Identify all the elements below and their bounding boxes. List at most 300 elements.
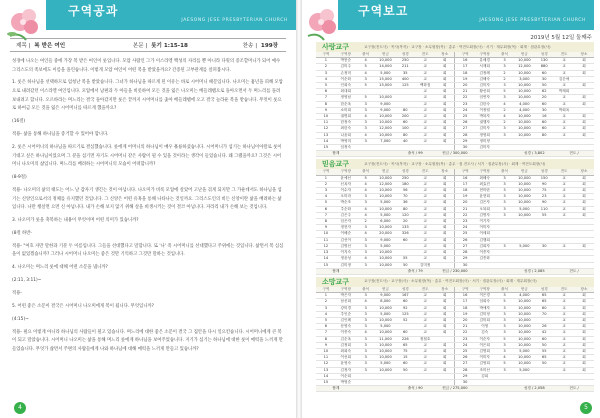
table-cell: 3 [316, 70, 336, 76]
table-cell: 3 [356, 293, 376, 299]
table-cell: 4 [316, 194, 336, 200]
table-cell: 4 [356, 330, 376, 336]
table-cell: 5 [495, 299, 515, 305]
table-cell: 교 [415, 311, 435, 317]
region-report [316, 277, 594, 392]
table-cell: 회 [435, 324, 455, 330]
table-cell: 18 [455, 305, 475, 311]
table-cell: 이미자 [475, 225, 495, 231]
table-cell: 10,000 [514, 317, 534, 323]
table-cell: 62 [534, 89, 554, 95]
right-header [338, 0, 594, 30]
table-cell: 10,000 [514, 188, 534, 194]
table-cell: 이혜순 [336, 231, 356, 237]
total-row [316, 151, 594, 157]
left-header [46, 0, 296, 30]
table-cell: 4 [356, 70, 376, 76]
table-cell: 65 [395, 342, 415, 348]
column-header: 구역 [455, 52, 475, 58]
right-header-title: 구역보고 [358, 4, 409, 18]
total-cell: 출석 / 90 [395, 386, 435, 392]
table-cell: 10,000 [514, 126, 534, 132]
table-cell: 10,000 [376, 330, 396, 336]
column-header: 헌금 [514, 287, 534, 293]
table-cell: 교 [554, 120, 574, 126]
table-cell: 28 [455, 132, 475, 138]
table-cell: 회 [435, 58, 455, 64]
table-cell: 23 [455, 336, 475, 342]
table-cell: 12 [316, 361, 336, 367]
table-cell: 60 [395, 361, 415, 367]
lesson-paragraph: (4:15)~ [12, 316, 29, 322]
table-cell: 교 [415, 348, 435, 354]
table-cell: 23 [534, 194, 554, 200]
table-cell: 10,000 [514, 132, 534, 138]
sermon-hymn [219, 41, 286, 49]
table-cell: 211 [395, 64, 415, 70]
table-cell: 26 [455, 355, 475, 361]
table-cell: 교 [415, 76, 435, 82]
table-cell: 정영희 [475, 132, 495, 138]
table-cell: 4 [356, 256, 376, 262]
table-cell: 27 [455, 126, 475, 132]
table-cell: 이선희 [336, 355, 356, 361]
table-cell: 30 [455, 262, 475, 268]
table-cell: 권명희 [336, 114, 356, 120]
table-cell: 5 [495, 89, 515, 95]
table-cell: 10,000 [376, 95, 396, 101]
table-cell: 오복희 [475, 206, 495, 212]
table-cell: 10,000 [376, 194, 396, 200]
table-cell: 회 [435, 194, 455, 200]
table-cell: 3 [495, 317, 515, 323]
table-cell: 4,000 [514, 293, 534, 299]
table-cell: 10,000 [514, 361, 534, 367]
table-cell: 10,000 [376, 225, 396, 231]
table-cell: 회 [435, 95, 455, 101]
table-cell: 교 [554, 212, 574, 218]
table-cell: 추순화 [336, 206, 356, 212]
region-table [316, 169, 594, 274]
report-date: 2019년 5월 12일 둘째주 [530, 35, 592, 41]
table-cell: 30 [455, 145, 475, 151]
total-row [316, 386, 594, 392]
table-cell: 이기자 [475, 219, 495, 225]
table-cell: 3 [495, 305, 515, 311]
table-cell: 신옥자 [336, 181, 356, 187]
table-cell: 최혜숙 [475, 175, 495, 181]
table-cell: 11,000 [376, 336, 396, 342]
table-cell: 5 [495, 361, 515, 367]
table-cell: 9,000 [376, 293, 396, 299]
table-cell: 강미경 [336, 305, 356, 311]
table-cell: 12 [316, 126, 336, 132]
table-cell: 10,000 [376, 305, 396, 311]
table-cell: 이은희 [475, 342, 495, 348]
total-cell: 헌금 / 230,000 [435, 268, 475, 274]
table-cell: 교 [415, 107, 435, 113]
table-cell: 교 [554, 188, 574, 194]
column-header: 장소 [435, 287, 455, 293]
table-cell: 5 [356, 83, 376, 89]
column-header: 출석 [495, 169, 515, 175]
total-cell: 성경 / 2,058 [514, 386, 554, 392]
page-number-right: 5 [580, 402, 592, 414]
table-cell: 5 [316, 317, 336, 323]
table-cell: 3 [356, 361, 376, 367]
table-cell: 80 [395, 107, 415, 113]
table-cell: 10,000 [514, 181, 534, 187]
table-cell: 회 [435, 237, 455, 243]
table-cell: 5,000 [514, 348, 534, 354]
table-cell: 60 [395, 120, 415, 126]
table-cell: 3 [356, 138, 376, 144]
table-cell: 교 [415, 58, 435, 64]
table-cell: 17 [455, 64, 475, 70]
column-header: 성경 [534, 287, 554, 293]
table-cell: 교 [554, 367, 574, 373]
table-cell: 3 [356, 126, 376, 132]
table-cell: 회 [435, 342, 455, 348]
region-table [316, 287, 594, 392]
total-cell: 전도 / [554, 268, 594, 274]
table-cell: 3 [495, 342, 515, 348]
table-cell: 5,000 [376, 361, 396, 367]
table-cell: 회 [435, 330, 455, 336]
table-cell: 10,000 [514, 200, 534, 206]
table-cell: 4 [356, 114, 376, 120]
table-cell: 3 [356, 342, 376, 348]
table-cell: 회 [435, 200, 455, 206]
table-cell: 2 [495, 107, 515, 113]
column-header: 전도 [415, 52, 435, 58]
table-cell: 10,000 [514, 175, 534, 181]
table-cell: 교 [415, 256, 435, 262]
table-cell: 황선희 [475, 89, 495, 95]
table-cell: 21 [455, 206, 475, 212]
table-cell: 29 [455, 138, 475, 144]
table-cell: 10,000 [514, 330, 534, 336]
column-header: 헌금 [376, 287, 396, 293]
column-header: 헌금 [376, 169, 396, 175]
table-cell: 교 [415, 212, 435, 218]
table-cell: 35 [395, 70, 415, 76]
table-cell: 박영순 [336, 379, 356, 385]
table-cell: 10,000 [514, 194, 534, 200]
table-cell: 24 [455, 107, 475, 113]
table-cell: 90 [534, 200, 554, 206]
table-cell: 조미선 [475, 367, 495, 373]
table-cell: 180 [395, 181, 415, 187]
table-cell: 3 [495, 348, 515, 354]
column-header: 성경 [534, 52, 554, 58]
table-cell: 21 [455, 89, 475, 95]
table-cell: 7 [316, 330, 336, 336]
table-cell: 교 [554, 126, 574, 132]
lesson-paragraph: 3. 나오미가 룻을 축복하는 내용이 무엇이며 어떤 의미가 있습니까? [12, 217, 139, 223]
table-cell: 권행자 [475, 120, 495, 126]
table-cell: 27 [455, 361, 475, 367]
lesson-paragraph: 적용- 필요 이렇게 아니라 하나님의 사람들이 될고 있습니다. 며느리에 대한 좋은 소문이 결국 그 집안을 다시 일으킨습니다. 시어머니에게 큰 복이 되고 말았습니다. 시어머니 나오미는 삶을 통해 며느리 룻에게 하나님을 보여주었습니다. 지기가 섬기는 하나님에 대한 룻이 매력을 느끼게 만들었습니다. 무엇가 삶면서 주변의 사람들에게 나와 하나님에 대해 매력을 느끼게 만들고 있습니까? [12, 329, 283, 352]
table-cell: 4 [316, 76, 336, 82]
table-cell: 3 [495, 126, 515, 132]
table-cell: 2 [356, 219, 376, 225]
table-cell: 9 [316, 107, 336, 113]
table-cell: 125 [395, 311, 415, 317]
table-cell: 회 [574, 64, 594, 70]
table-cell: 회 [435, 114, 455, 120]
table-cell: 20 [455, 83, 475, 89]
lesson-body [12, 58, 284, 354]
table-cell: 20 [395, 219, 415, 225]
table-cell: 4 [356, 181, 376, 187]
table-cell: 추인순 [336, 311, 356, 317]
table-cell: 250 [395, 58, 415, 64]
table-cell: 회 [435, 126, 455, 132]
table-cell: 10,000 [514, 355, 534, 361]
table-cell: 10,000 [514, 299, 534, 305]
table-cell: 교 [415, 206, 435, 212]
table-cell: 김순옥 [336, 336, 356, 342]
column-header: 구역 [316, 52, 336, 58]
table-cell: 326 [395, 231, 415, 237]
table-cell: 3 [356, 367, 376, 373]
table-cell: 5,000 [376, 311, 396, 317]
table-cell: 4 [356, 206, 376, 212]
table-cell: 3 [495, 175, 515, 181]
table-cell: 회 [435, 225, 455, 231]
table-cell: 교 [554, 342, 574, 348]
table-cell: 10,000 [514, 114, 534, 120]
sermon-title-value: 복 받은 여인 [34, 43, 66, 49]
table-cell: 150 [534, 175, 554, 181]
table-cell: 50 [395, 367, 415, 373]
table-cell: 10,000 [376, 256, 396, 262]
region-officers: 교구장(전도사) · 목사(목자) · 교구장 · 소무원장(목) · 총무 · 집 전도사 / 서기 · 집관무장(사) · 회계 · 여전도회장(사) [364, 161, 546, 166]
table-cell: 현미란 [475, 188, 495, 194]
table-cell: 120 [395, 212, 415, 218]
column-header: 구역장 [336, 287, 356, 293]
table-cell: 교 [554, 311, 574, 317]
table-cell: 회 [574, 95, 594, 101]
table-cell: 28 [455, 367, 475, 373]
table-cell: 회 [435, 120, 455, 126]
table-cell: 17 [455, 181, 475, 187]
table-cell: 교 [415, 95, 435, 101]
table-cell: 3 [316, 305, 336, 311]
table-cell: 10,000 [376, 342, 396, 348]
right-header-subtitle: JAESONG JESE PRESBYTERIAN CHURCH [479, 18, 586, 23]
lesson-paragraph: 2. 룻은 시어머니의 하나님을 따르기로 결심했습니다. 룻에게 어머니의 하나님이 매우 훌륭하셨습니다. 시어머니가 섬기는 하나님이야말로 룻이 기대고 싶은 하나님이었으며 그 분을 섬기면 자기도 시어머니 같은 사람이 될 수 있을 것이라는 생각이 들었습니다. 왜 그랬을까요? 그것은 시어머니 나오미의 삶입니다. 며느리를 배려하는 시어머니의 모습이 어떠합니까? [12, 144, 282, 168]
table-cell: 125 [395, 83, 415, 89]
table-cell: 3 [356, 262, 376, 268]
total-cell: 출석 / 79 [395, 268, 435, 274]
table-cell: 김은자 [475, 200, 495, 206]
table-cell: 회 [574, 336, 594, 342]
table-cell: 30 [534, 107, 554, 113]
sermon-hymn-value: 199장 [260, 43, 279, 49]
table-cell: 10,000 [376, 348, 396, 354]
table-cell: 회 [435, 188, 455, 194]
table-cell: 65 [534, 299, 554, 305]
table-cell: 이영 [475, 324, 495, 330]
table-cell: 24 [455, 225, 475, 231]
table-cell: 30 [455, 379, 475, 385]
table-cell: 3 [495, 200, 515, 206]
table-cell: 3 [356, 355, 376, 361]
table-cell: 회 [435, 101, 455, 107]
table-cell: 5,000 [376, 324, 396, 330]
table-cell: 회 [435, 132, 455, 138]
region-officers: 교구장(전도사) · 교구장(사) · 소무원장(목) · 총무 · 여전도회장(사) · 서기 · 집관무장(사) · 회계 · 재무회장(사) [364, 279, 537, 284]
table-cell: 12,000 [514, 64, 534, 70]
table-cell: 김희자 [475, 243, 495, 249]
table-cell: 박영미 [336, 138, 356, 144]
table-cell: 회 [435, 212, 455, 218]
table-cell: 교 [415, 175, 435, 181]
table-cell: 19 [455, 76, 475, 82]
table-cell: 회 [435, 219, 455, 225]
table-cell: 김숙 [475, 330, 495, 336]
table-cell: 교 [415, 299, 435, 305]
table-cell: 75 [395, 348, 415, 354]
table-cell: 13 [316, 132, 336, 138]
table-cell: 10,000 [514, 120, 534, 126]
table-cell: 회 [435, 231, 455, 237]
table-cell: 박봉순 [336, 58, 356, 64]
table-cell: 회 [574, 330, 594, 336]
region-header [316, 159, 594, 169]
table-cell: 교 [415, 200, 435, 206]
table-cell: 오미라 [336, 194, 356, 200]
table-cell: 3 [356, 250, 376, 256]
table-cell: 박복자 [475, 114, 495, 120]
table-cell: 교 [415, 317, 435, 323]
table-cell: 3 [356, 76, 376, 82]
table-cell: 16 [455, 293, 475, 299]
lesson-paragraph: 성경에 나오는 여인들 중에 가장 복 받은 여인이 룻입니다. 모압 사람인 그가 이스라엘 백성의 자리를 뿐 아니라 다윗의 증조할머니가 되어 예수 그리스도의 족보에도 이름을 올린습니다. 이렇게 모압 여인이 어떤 복을 받았을까요? 간증된 고부관계를 살펴봅시다. [12, 59, 281, 73]
table-cell: 4 [495, 355, 515, 361]
table-cell: 김선이 [336, 237, 356, 243]
column-header: 전도 [415, 169, 435, 175]
table-cell: 회 [435, 89, 455, 95]
column-header: 구역장 [475, 52, 495, 58]
sermon-scripture-value: 룻기 1:15-18 [151, 43, 188, 49]
table-cell: 10,000 [376, 206, 396, 212]
table-cell: 교 [554, 336, 574, 342]
table-cell: 회 [435, 64, 455, 70]
table-cell: 교 [415, 114, 435, 120]
table-cell: 24 [455, 342, 475, 348]
table-cell: 10 [316, 231, 336, 237]
column-header: 성경 [395, 287, 415, 293]
total-cell: 합계 [316, 386, 356, 392]
table-cell: 교 [415, 120, 435, 126]
total-cell: 헌금 / 275,000 [435, 386, 475, 392]
column-header: 출석 [495, 287, 515, 293]
table-cell: 3 [495, 212, 515, 218]
table-cell: 6 [316, 324, 336, 330]
table-cell: 9 [316, 225, 336, 231]
table-cell: 26 [455, 237, 475, 243]
table-cell: 회 [574, 58, 594, 64]
lesson-paragraph: (8-9절) [12, 175, 27, 181]
table-cell: 3,000 [514, 76, 534, 82]
table-cell: 회 [574, 114, 594, 120]
table-cell: 회 [574, 361, 594, 367]
table-cell: 130 [534, 58, 554, 64]
table-cell: 29 [455, 256, 475, 262]
table-cell: 김명희 [475, 348, 495, 354]
total-cell: 헌금 / 300,000 [435, 151, 475, 157]
table-cell: 3 [356, 225, 376, 231]
table-cell: 10,000 [514, 342, 534, 348]
table-cell: 백화점 [415, 83, 435, 89]
table-cell: 16 [455, 175, 475, 181]
table-cell: 3 [356, 120, 376, 126]
table-cell: 교 [554, 348, 574, 354]
lesson-paragraph: 적용- 삶을 통해 하나님을 증거할 수 있어야 합니다. [12, 132, 109, 138]
table-cell: 교 [415, 305, 435, 311]
table-cell: 75 [534, 188, 554, 194]
table-cell: 52 [395, 317, 415, 323]
table-cell: 최효진 [475, 181, 495, 187]
table-cell: 18 [455, 188, 475, 194]
table-cell: 55 [534, 212, 554, 218]
total-cell: 합계 [316, 151, 356, 157]
table-cell: 3 [356, 107, 376, 113]
table-cell: 11 [316, 237, 336, 243]
table-cell: 교 [554, 194, 574, 200]
table-cell: 15 [395, 355, 415, 361]
table-cell: 소미희 [336, 107, 356, 113]
table-cell: 교 [415, 324, 435, 330]
table-cell: 5 [316, 83, 336, 89]
table-cell: 회 [574, 126, 594, 132]
table-cell: 90 [534, 181, 554, 187]
table-cell: 15,000 [376, 83, 396, 89]
table-cell: 19 [455, 311, 475, 317]
table-cell: 이은경 [475, 293, 495, 299]
table-cell: 10,000 [514, 212, 534, 218]
table-cell: 9 [316, 342, 336, 348]
table-cell: 10,000 [514, 95, 534, 101]
lesson-paragraph: 5. 어떤 좋은 소문이 결국은 시어머니 나오미에게 복이 됩니다. 무엇입니까? [12, 303, 154, 309]
table-cell: 3 [495, 206, 515, 212]
table-cell: 25 [455, 114, 475, 120]
table-cell: 교 [415, 70, 435, 76]
lesson-paragraph: 적용- "여호 자만 말한과 기분 두 이름입니다. 그들을 선대했다고 말합니다. 또 '나' 즉 시어머니를 선대했다고 주위에는 것입니다. 삶면서 복 심심을이 없었겠습니까? 그러나 시어머니 나오미는 좋은 것만 기억하고 그것만 말하는 것입니다. [12, 243, 284, 258]
table-cell: 회 [435, 305, 455, 311]
table-cell: 이순자 [475, 336, 495, 342]
table-cell: 60 [534, 336, 554, 342]
table-cell: 15 [316, 262, 336, 268]
table-cell: 이미자 [475, 355, 495, 361]
table-cell: 20,000 [376, 231, 396, 237]
table-cell: 10,000 [514, 336, 534, 342]
table-cell: 김미주 [336, 64, 356, 70]
table-cell: 김미정 [336, 262, 356, 268]
table-cell: 교 [554, 324, 574, 330]
table-cell: 11 [316, 355, 336, 361]
table-cell: 7 [316, 95, 336, 101]
table-cell: 교 [554, 305, 574, 311]
table-cell: 회 [435, 138, 455, 144]
lesson-paragraph: 4. 나오미는 며느리 룻에 대해 어떤 소문을 냅니까? [12, 265, 108, 271]
table-cell: 167 [395, 293, 415, 299]
table-cell: 박애자 [475, 305, 495, 311]
table-cell: 서재희 [475, 64, 495, 70]
